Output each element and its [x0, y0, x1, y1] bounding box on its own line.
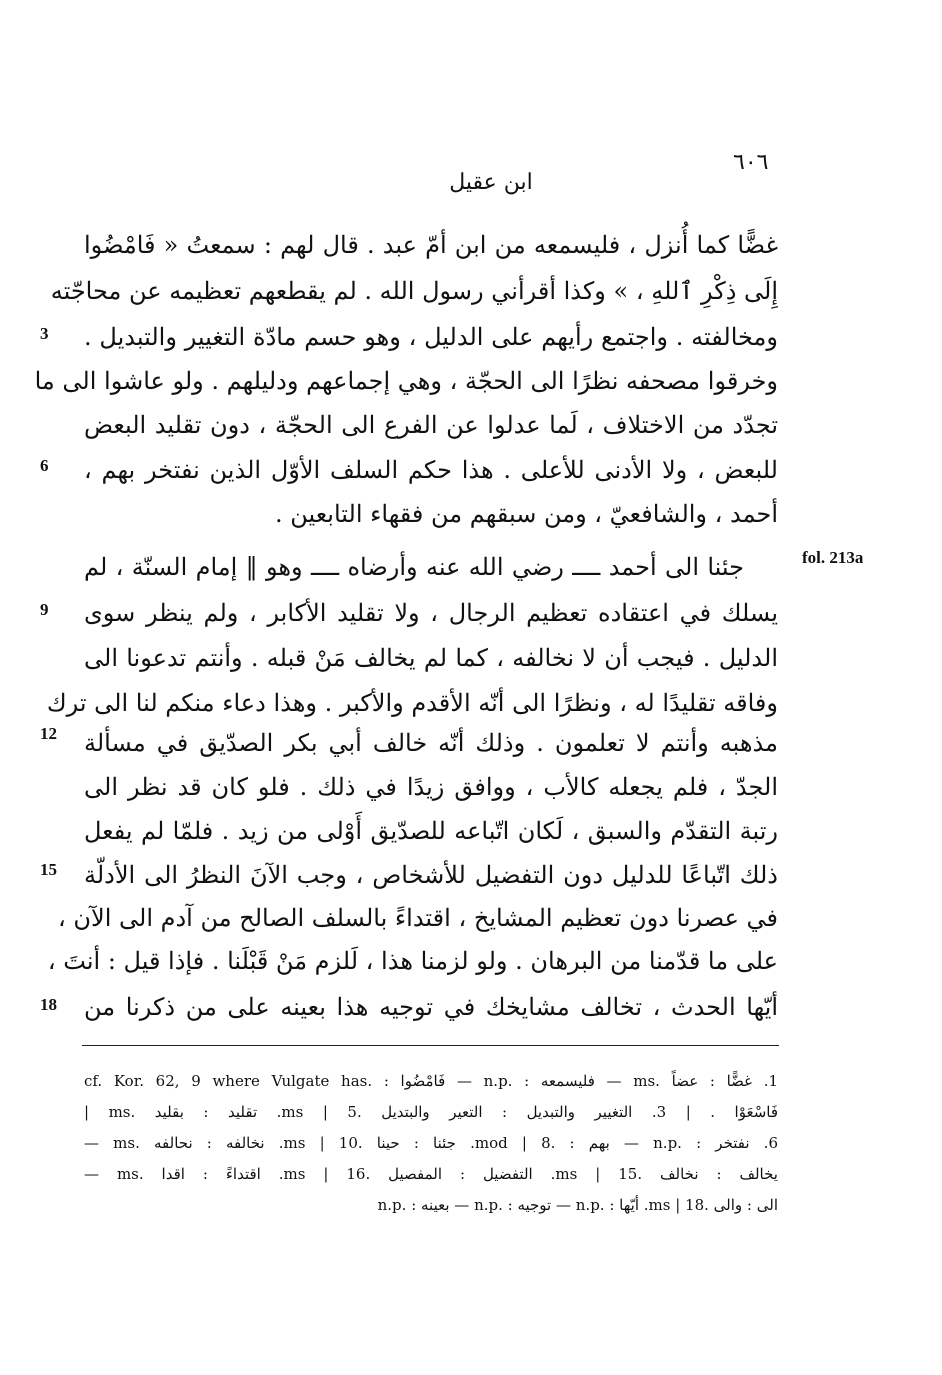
- page-number: ٦٠٦: [733, 150, 769, 175]
- text-line: إِلَى ذِكْرِ ٱللهِ ، » وكذا أقرأني رسول الله . لم يقطعهم تعظيمه عن محاجّته: [50, 277, 778, 305]
- line-number: 15: [40, 860, 57, 879]
- line-number: 18: [40, 995, 57, 1014]
- footnote-line: 6. نفتخر : .n.p — بهم : .mod | 8. جئنا : حينا .ms | 10. نخالفه : نحالفه .ms —: [84, 1134, 779, 1152]
- text-line: يسلك في اعتقاده تعظيم الرجال ، ولا تقليد الأكابر ، ولم ينظر سوى: [84, 599, 778, 627]
- line-number: 9: [40, 600, 49, 619]
- text-line: وفاقه تقليدًا له ، ونظرًا الى أنّه الأقدم والأكبر . وهذا دعاء منكم لنا الى ترك: [46, 689, 778, 717]
- line-number: 3: [40, 324, 49, 343]
- text-line: الدليل . فيجب أن لا نخالفه ، كما لم يخالف مَنْ قبله . وأنتم تدعونا الى: [84, 644, 778, 672]
- text-line: في عصرنا دون تعظيم المشايخ ، اقتداءً بالسلف الصالح من آدم الى الآن ،: [58, 904, 778, 932]
- text-line: ومخالفته . واجتمع رأيهم على الدليل ، وهو حسم مادّة التغيير والتبديل .: [84, 323, 778, 351]
- text-line: غضًّا كما أُنزل ، فليسمعه من ابن أمّ عبد . قال لهم : سمعتُ « فَامْضُوا: [84, 231, 778, 259]
- text-line: على ما قدّمنا من البرهان . ولو لزمنا هذا ، لَلزم مَنْ قَبْلَنا . فإذا قيل : أنتَ ،: [47, 947, 778, 975]
- running-head: ابن عقيل: [449, 170, 533, 195]
- text-line: أحمد ، والشافعيّ ، ومن سبقهم من فقهاء التابعين .: [274, 500, 778, 528]
- text-line: وخرقوا مصحفه نظرًا الى الحجّة ، وهي إجماعهم ودليلهم . ولو عاشوا الى ما: [34, 367, 778, 395]
- text-line: للبعض ، ولا الأدنى للأعلى . هذا حكم السلف الأوّل الذين نفتخر بهم ،: [84, 456, 778, 484]
- footnote-line: 1. غضًّا : عضاً .ms — فليسمعه : .n.p — فَامْضُوا : .cf. Kor. 62, 9 where Vulgate has: [84, 1072, 779, 1090]
- footnote-line: فَاسْعَوْا . | 3. التغيير والتبديل : التعير والبتديل .ms | 5. تقليد : بقليد .ms |: [84, 1103, 779, 1121]
- text-line: مذهبه وأنتم لا تعلمون . وذلك أنّه خالف أبي بكر الصدّيق في مسألة: [84, 729, 778, 757]
- line-number: 6: [40, 456, 49, 475]
- text-line: تجدّد من الاختلاف ، لَما عدلوا عن الفرع الى الحجّة ، دون تقليد البعض: [84, 411, 778, 439]
- text-line: أيّها الحدث ، تخالف مشايخك في توجيه هذا بعينه على من ذكرنا من: [84, 993, 778, 1021]
- text-line: ذلك اتّباعًا للدليل دون التفضيل للأشخاص ، وجب الآنَ النظرُ الى الأدلّة: [84, 861, 778, 889]
- footnote-rule: [82, 1045, 779, 1046]
- footnote-line: الى : والى .ms | 18. أيّها : .n.p — توجيه : .n.p — بعينه : .n.p: [377, 1196, 778, 1214]
- text-line: رتبة التقدّم والسبق ، لَكان اتّباعه للصدّيق أَوْلى من زيد . فلمّا لم يفعل: [84, 817, 778, 845]
- text-line: جئنا الى أحمد ــــ رضي الله عنه وأرضاه ــــ وهو ‖ إمام السنّة ، لم: [84, 553, 744, 581]
- text-line: الجدّ ، فلم يجعله كالأب ، ووافق زيدًا في ذلك . فلو كان قد نظر الى: [84, 773, 778, 801]
- footnote-line: يخالف : نخالف .ms | 15. التفضيل : المفصيل .ms | 16. اقتداءً : اقدا .ms —: [84, 1165, 778, 1183]
- folio-marker: fol. 213a: [802, 548, 864, 567]
- line-number: 12: [40, 724, 57, 743]
